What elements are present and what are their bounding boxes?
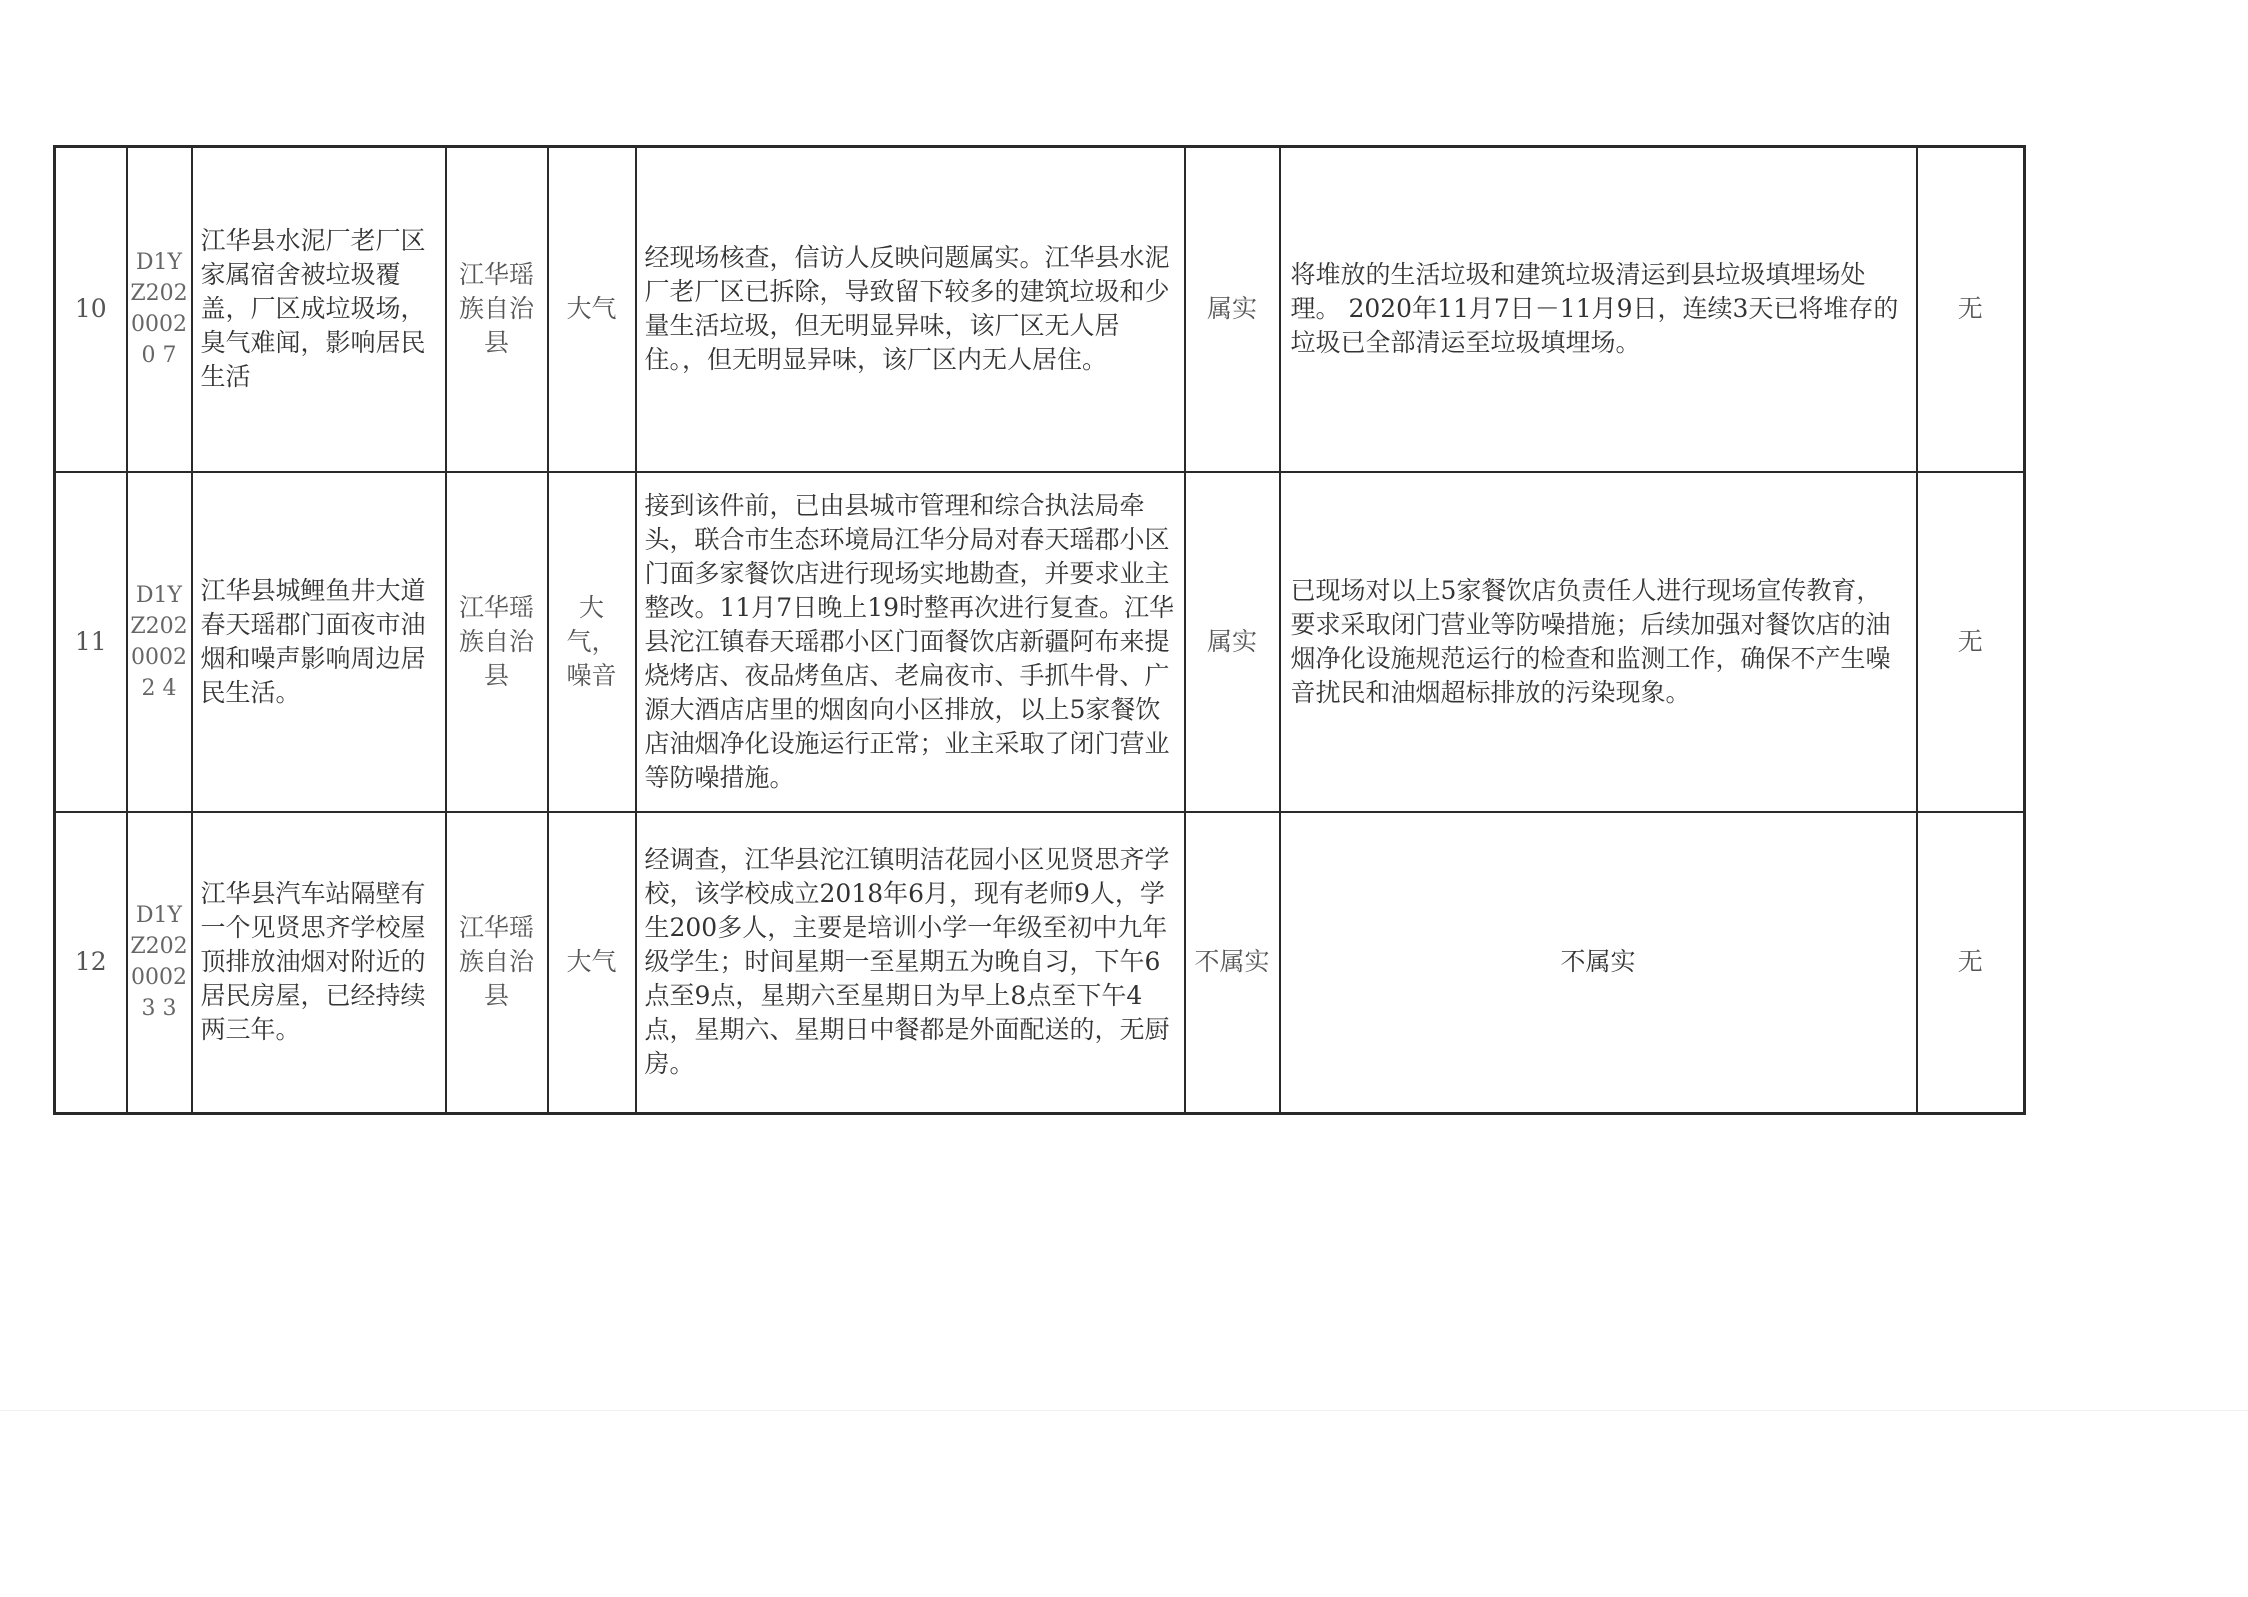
case-id: D1YZ20200020 7: [127, 147, 192, 472]
row-number: 12: [55, 812, 127, 1114]
handling-measures: 将堆放的生活垃圾和建筑垃圾清运到县垃圾填埋场处理。 2020年11月7日－11月9日，连续3天已将堆存的垃圾已全部清运至垃圾填埋场。: [1280, 147, 1917, 472]
verdict: 属实: [1185, 147, 1280, 472]
investigation-result: 经现场核查，信访人反映问题属实。江华县水泥厂老厂区已拆除，导致留下较多的建筑垃圾和少量生活垃圾，但无明显异味，该厂区无人居住。，但无明显异味，该厂区内无人居住。: [636, 147, 1185, 472]
verdict: 不属实: [1185, 812, 1280, 1114]
row-number: 10: [55, 147, 127, 472]
row-number: 11: [55, 472, 127, 812]
table-row: [55, 812, 2025, 1114]
verdict: 属实: [1185, 472, 1280, 812]
complaint-table: [53, 145, 2026, 1115]
district: 江华瑶族自治县: [446, 472, 548, 812]
table-row: [55, 147, 2025, 472]
pollution-type: 大气，噪音: [548, 472, 636, 812]
pollution-type: 大气: [548, 812, 636, 1114]
handling-measures: 不属实: [1280, 812, 1917, 1114]
table-row: [55, 472, 2025, 812]
case-id: D1YZ20200023 3: [127, 812, 192, 1114]
investigation-result: 经调查，江华县沱江镇明洁花园小区见贤思齐学校，该学校成立2018年6月，现有老师9人，学生200多人，主要是培训小学一年级至初中九年级学生；时间星期一至星期五为晚自习，下午6点至9点，星期六至星期日为早上8点至下午4点，星期六、星期日中餐都是外面配送的，无厨房。: [636, 812, 1185, 1114]
accountability: 无: [1917, 472, 2025, 812]
handling-measures: 已现场对以上5家餐饮店负责任人进行现场宣传教育，要求采取闭门营业等防噪措施；后续加强对餐饮店的油烟净化设施规范运行的检查和监测工作，确保不产生噪音扰民和油烟超标排放的污染现象。: [1280, 472, 1917, 812]
pollution-type: 大气: [548, 147, 636, 472]
investigation-result: 接到该件前，已由县城市管理和综合执法局牵头，联合市生态环境局江华分局对春天瑶郡小区门面多家餐饮店进行现场实地勘查，并要求业主整改。11月7日晚上19时整再次进行复查。江华县沱江镇春天瑶郡小区门面餐饮店新疆阿布来提烧烤店、夜品烤鱼店、老扁夜市、手抓牛骨、广源大酒店店里的烟囱向小区排放，以上5家餐饮店油烟净化设施运行正常；业主采取了闭门营业等防噪措施。: [636, 472, 1185, 812]
complaint-content: 江华县水泥厂老厂区家属宿舍被垃圾覆盖，厂区成垃圾场，臭气难闻，影响居民生活: [192, 147, 446, 472]
district: 江华瑶族自治县: [446, 812, 548, 1114]
district: 江华瑶族自治县: [446, 147, 548, 472]
accountability: 无: [1917, 812, 2025, 1114]
complaint-content: 江华县汽车站隔壁有一个见贤思齐学校屋顶排放油烟对附近的居民房屋，已经持续两三年。: [192, 812, 446, 1114]
accountability: 无: [1917, 147, 2025, 472]
scan-artifact-line: [0, 1410, 2248, 1411]
case-id: D1YZ20200022 4: [127, 472, 192, 812]
complaint-content: 江华县城鲤鱼井大道春天瑶郡门面夜市油烟和噪声影响周边居民生活。: [192, 472, 446, 812]
